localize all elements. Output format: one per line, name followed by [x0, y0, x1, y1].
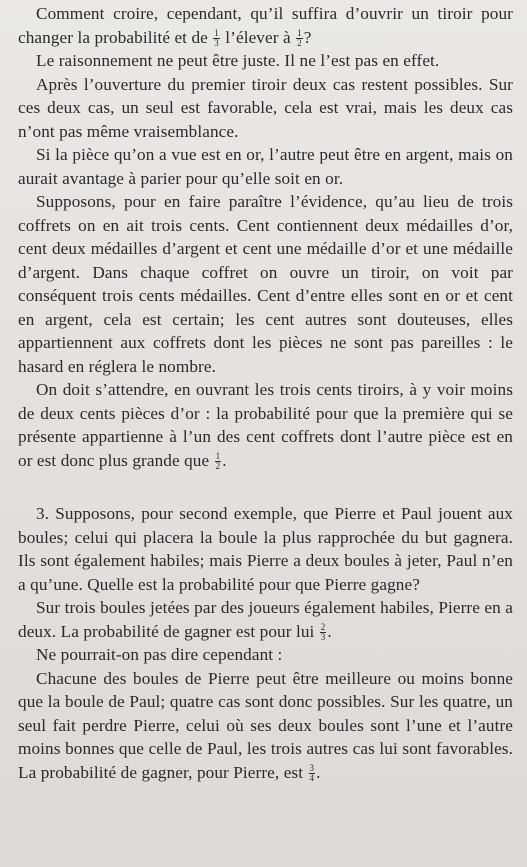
text-run: .: [222, 450, 227, 470]
fraction-denominator: 3: [214, 38, 219, 49]
text-run: Le raisonnement ne peut être juste. Il ne l’est pas en effet.: [36, 51, 440, 70]
text-run: Si la pièce qu’on a vue est en or, l’autre peut être en argent, mais on aurait avantage à parier pour qu’elle soit en or.: [18, 145, 513, 188]
fraction-numerator: 1: [297, 28, 302, 39]
text-run: Chacune des boules de Pierre peut être meilleure ou moins bonne que la boule de Paul; quatre cas sont donc possibles. Sur les quatre, un seul fait perdre Pierre, celui où ses deux boules sont l’une et l’autre moins bonnes que celle de Paul, les trois autres cas lui sont favorables. La probabilité de gagner, pour Pierre, est: [18, 668, 513, 782]
paragraph-expectation: [18, 378, 513, 472]
text-run: 3. Supposons, pour second exemple, que Pierre et Paul jouent aux boules; celui qui placera la boule la plus rapprochée du but gagnera. Ils sont également habiles; mais Pierre a deux boules à jeter, Paul n’en a qu’une. Quelle est la probabilité pour que Pierre gagne?: [18, 504, 513, 594]
fraction-numerator: 2: [320, 622, 326, 633]
fraction: [215, 452, 222, 471]
paragraph-example-3-boules: [18, 502, 513, 596]
paragraph-three-balls: [18, 596, 513, 643]
fraction-denominator: 2: [215, 461, 221, 472]
fraction: [320, 623, 327, 642]
text-run: Ne pourrait-on pas dire cependant :: [36, 645, 283, 664]
paragraph-drawer-question: [18, 2, 513, 49]
paragraph-three-hundred-boxes: [18, 190, 513, 378]
text-run: .: [327, 621, 332, 641]
fraction: [213, 29, 220, 48]
paragraph-four-cases: [18, 667, 513, 785]
paragraph-gold-piece: [18, 143, 513, 190]
fraction: [296, 29, 303, 48]
text-run: Supposons, pour en faire paraître l’évidence, qu’au lieu de trois coffrets on en ait trois cents. Cent contiennent deux médailles d’or, cent deux médailles d’argent et cent une médaille d’or et une médaille d’argent. Dans chaque coffret on ouvre un tiroir, on voit par conséquent trois cents médailles. Cent d’entre elles sont en or et cent en argent, cela est certain; les cent autres sont douteuses, elles appartiennent aux coffrets dont les pièces ne sont pas pareilles : le hasard en réglera le nombre.: [18, 192, 513, 376]
fraction-numerator: 1: [215, 451, 221, 462]
paragraph-objection: [18, 643, 513, 667]
text-run: ?: [303, 27, 312, 47]
fraction-denominator: 4: [309, 773, 315, 784]
text-run: l’élever à: [220, 27, 296, 47]
text-run: .: [316, 762, 321, 782]
paragraph-reasoning-wrong: [18, 49, 513, 73]
fraction-numerator: 1: [214, 28, 219, 39]
text-run: Sur trois boules jetées par des joueurs également habiles, Pierre en a deux. La probabilité de gagner est pour lui: [18, 598, 513, 641]
fraction: [309, 764, 316, 783]
text-run: Après l’ouverture du premier tiroir deux cas restent possibles. Sur ces deux cas, un seul est favorable, cela est vrai, mais les deux cas n’ont pas même vraisemblance.: [18, 74, 513, 141]
fraction-denominator: 2: [297, 38, 302, 49]
fraction-denominator: 3: [320, 632, 326, 643]
fraction-numerator: 3: [309, 763, 315, 774]
paragraph-two-cases: [18, 73, 513, 144]
text-run: Comment croire, cependant, qu’il suffira d’ouvrir un tiroir pour changer la probabilité et de: [18, 4, 513, 47]
text-run: On doit s’attendre, en ouvrant les trois cents tiroirs, à y voir moins de deux cents pièces d’or : la probabilité pour que la première qui se présente appartienne à l’un des cent coffrets dont l’autre pièce est en or est donc plus grande que: [18, 380, 513, 470]
